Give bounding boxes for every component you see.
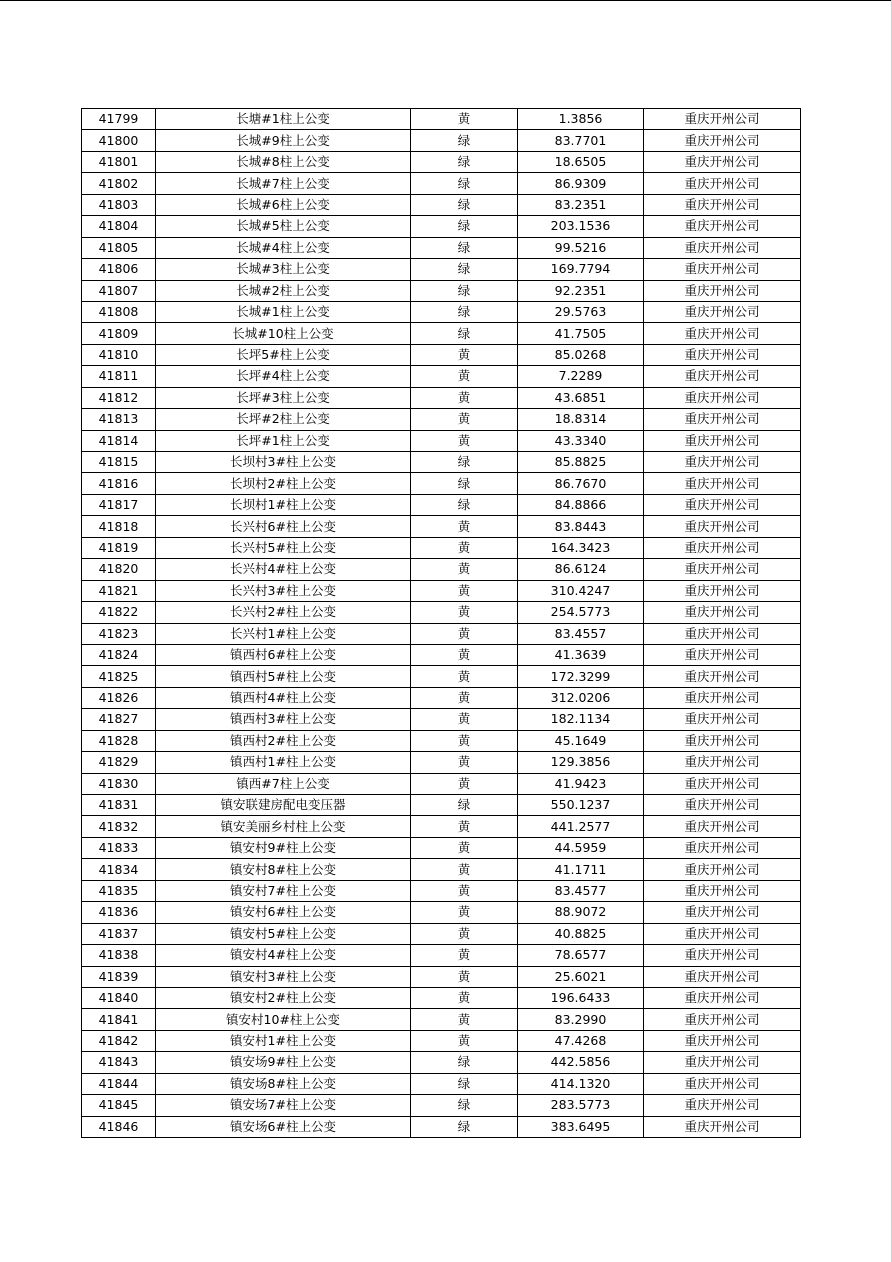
table-row xyxy=(82,709,801,730)
value-cell: 83.2351 xyxy=(518,194,644,215)
transformer-name-cell: 长城#5柱上公变 xyxy=(156,216,411,237)
company-cell: 重庆开州公司 xyxy=(644,151,801,172)
transformer-name-cell: 镇安场8#柱上公变 xyxy=(156,1073,411,1094)
value-cell: 44.5959 xyxy=(518,837,644,858)
transformer-name-cell: 长塘#1柱上公变 xyxy=(156,109,411,130)
table-row xyxy=(82,452,801,473)
value-cell: 25.6021 xyxy=(518,966,644,987)
value-cell: 18.6505 xyxy=(518,151,644,172)
status-color-cell: 黄 xyxy=(411,516,518,537)
row-id-cell: 41820 xyxy=(82,559,156,580)
status-color-cell: 黄 xyxy=(411,602,518,623)
page-top-border xyxy=(0,0,892,1)
value-cell: 172.3299 xyxy=(518,666,644,687)
row-id-cell: 41846 xyxy=(82,1116,156,1137)
status-color-cell: 绿 xyxy=(411,301,518,322)
status-color-cell: 绿 xyxy=(411,259,518,280)
row-id-cell: 41800 xyxy=(82,130,156,151)
transformer-name-cell: 长兴村6#柱上公变 xyxy=(156,516,411,537)
status-color-cell: 绿 xyxy=(411,194,518,215)
row-id-cell: 41843 xyxy=(82,1052,156,1073)
value-cell: 182.1134 xyxy=(518,709,644,730)
transformer-name-cell: 长城#7柱上公变 xyxy=(156,173,411,194)
status-color-cell: 黄 xyxy=(411,923,518,944)
value-cell: 196.6433 xyxy=(518,987,644,1008)
value-cell: 86.6124 xyxy=(518,559,644,580)
table-body xyxy=(82,109,801,1138)
table-row xyxy=(82,880,801,901)
value-cell: 85.8825 xyxy=(518,452,644,473)
transformer-name-cell: 长坪#3柱上公变 xyxy=(156,387,411,408)
transformer-name-cell: 长城#4柱上公变 xyxy=(156,237,411,258)
row-id-cell: 41828 xyxy=(82,730,156,751)
value-cell: 442.5856 xyxy=(518,1052,644,1073)
company-cell: 重庆开州公司 xyxy=(644,173,801,194)
value-cell: 41.7505 xyxy=(518,323,644,344)
status-color-cell: 黄 xyxy=(411,366,518,387)
status-color-cell: 黄 xyxy=(411,344,518,365)
company-cell: 重庆开州公司 xyxy=(644,709,801,730)
table-row xyxy=(82,516,801,537)
transformer-name-cell: 镇安村9#柱上公变 xyxy=(156,837,411,858)
company-cell: 重庆开州公司 xyxy=(644,837,801,858)
transformer-name-cell: 长坝村1#柱上公变 xyxy=(156,494,411,515)
table-row xyxy=(82,194,801,215)
transformer-name-cell: 长兴村4#柱上公变 xyxy=(156,559,411,580)
transformer-name-cell: 镇西村6#柱上公变 xyxy=(156,644,411,665)
table-row xyxy=(82,344,801,365)
row-id-cell: 41814 xyxy=(82,430,156,451)
table-row xyxy=(82,773,801,794)
value-cell: 83.7701 xyxy=(518,130,644,151)
table-row xyxy=(82,130,801,151)
status-color-cell: 黄 xyxy=(411,430,518,451)
table-row xyxy=(82,752,801,773)
company-cell: 重庆开州公司 xyxy=(644,602,801,623)
company-cell: 重庆开州公司 xyxy=(644,109,801,130)
row-id-cell: 41845 xyxy=(82,1095,156,1116)
row-id-cell: 41839 xyxy=(82,966,156,987)
value-cell: 441.2577 xyxy=(518,816,644,837)
table-row xyxy=(82,987,801,1008)
table-row xyxy=(82,237,801,258)
status-color-cell: 绿 xyxy=(411,1116,518,1137)
row-id-cell: 41821 xyxy=(82,580,156,601)
table-row xyxy=(82,837,801,858)
status-color-cell: 绿 xyxy=(411,173,518,194)
company-cell: 重庆开州公司 xyxy=(644,366,801,387)
row-id-cell: 41822 xyxy=(82,602,156,623)
value-cell: 312.0206 xyxy=(518,687,644,708)
table-row xyxy=(82,301,801,322)
row-id-cell: 41826 xyxy=(82,687,156,708)
status-color-cell: 黄 xyxy=(411,537,518,558)
status-color-cell: 黄 xyxy=(411,644,518,665)
table-row xyxy=(82,1116,801,1137)
status-color-cell: 绿 xyxy=(411,1052,518,1073)
company-cell: 重庆开州公司 xyxy=(644,773,801,794)
table-row xyxy=(82,473,801,494)
row-id-cell: 41827 xyxy=(82,709,156,730)
row-id-cell: 41829 xyxy=(82,752,156,773)
company-cell: 重庆开州公司 xyxy=(644,301,801,322)
table-row xyxy=(82,730,801,751)
status-color-cell: 绿 xyxy=(411,494,518,515)
status-color-cell: 黄 xyxy=(411,752,518,773)
row-id-cell: 41802 xyxy=(82,173,156,194)
row-id-cell: 41819 xyxy=(82,537,156,558)
value-cell: 169.7794 xyxy=(518,259,644,280)
value-cell: 18.8314 xyxy=(518,409,644,430)
status-color-cell: 黄 xyxy=(411,773,518,794)
company-cell: 重庆开州公司 xyxy=(644,537,801,558)
company-cell: 重庆开州公司 xyxy=(644,194,801,215)
company-cell: 重庆开州公司 xyxy=(644,945,801,966)
row-id-cell: 41811 xyxy=(82,366,156,387)
status-color-cell: 黄 xyxy=(411,902,518,923)
value-cell: 550.1237 xyxy=(518,795,644,816)
status-color-cell: 绿 xyxy=(411,237,518,258)
row-id-cell: 41838 xyxy=(82,945,156,966)
transformer-name-cell: 长坪#1柱上公变 xyxy=(156,430,411,451)
transformer-name-cell: 长兴村5#柱上公变 xyxy=(156,537,411,558)
row-id-cell: 41803 xyxy=(82,194,156,215)
row-id-cell: 41817 xyxy=(82,494,156,515)
value-cell: 41.1711 xyxy=(518,859,644,880)
status-color-cell: 黄 xyxy=(411,409,518,430)
company-cell: 重庆开州公司 xyxy=(644,987,801,1008)
table-row xyxy=(82,644,801,665)
row-id-cell: 41812 xyxy=(82,387,156,408)
status-color-cell: 黄 xyxy=(411,1030,518,1051)
table-row xyxy=(82,923,801,944)
row-id-cell: 41809 xyxy=(82,323,156,344)
table-row xyxy=(82,173,801,194)
company-cell: 重庆开州公司 xyxy=(644,880,801,901)
table-row xyxy=(82,687,801,708)
table-row xyxy=(82,859,801,880)
transformer-name-cell: 镇西村4#柱上公变 xyxy=(156,687,411,708)
row-id-cell: 41801 xyxy=(82,151,156,172)
company-cell: 重庆开州公司 xyxy=(644,902,801,923)
value-cell: 41.3639 xyxy=(518,644,644,665)
value-cell: 88.9072 xyxy=(518,902,644,923)
value-cell: 7.2289 xyxy=(518,366,644,387)
status-color-cell: 绿 xyxy=(411,280,518,301)
row-id-cell: 41844 xyxy=(82,1073,156,1094)
company-cell: 重庆开州公司 xyxy=(644,966,801,987)
transformer-name-cell: 长城#9柱上公变 xyxy=(156,130,411,151)
row-id-cell: 41824 xyxy=(82,644,156,665)
transformer-name-cell: 镇安村7#柱上公变 xyxy=(156,880,411,901)
status-color-cell: 绿 xyxy=(411,452,518,473)
row-id-cell: 41834 xyxy=(82,859,156,880)
company-cell: 重庆开州公司 xyxy=(644,1095,801,1116)
transformer-name-cell: 长坪#2柱上公变 xyxy=(156,409,411,430)
row-id-cell: 41836 xyxy=(82,902,156,923)
row-id-cell: 41833 xyxy=(82,837,156,858)
value-cell: 83.4557 xyxy=(518,623,644,644)
status-color-cell: 绿 xyxy=(411,1073,518,1094)
transformer-name-cell: 镇西#7柱上公变 xyxy=(156,773,411,794)
company-cell: 重庆开州公司 xyxy=(644,323,801,344)
table-row xyxy=(82,602,801,623)
table-row xyxy=(82,1030,801,1051)
company-cell: 重庆开州公司 xyxy=(644,859,801,880)
company-cell: 重庆开州公司 xyxy=(644,1073,801,1094)
value-cell: 83.8443 xyxy=(518,516,644,537)
company-cell: 重庆开州公司 xyxy=(644,923,801,944)
value-cell: 84.8866 xyxy=(518,494,644,515)
transformer-name-cell: 长兴村1#柱上公变 xyxy=(156,623,411,644)
status-color-cell: 黄 xyxy=(411,559,518,580)
status-color-cell: 黄 xyxy=(411,709,518,730)
value-cell: 86.9309 xyxy=(518,173,644,194)
table-row xyxy=(82,902,801,923)
value-cell: 310.4247 xyxy=(518,580,644,601)
table-row xyxy=(82,1095,801,1116)
row-id-cell: 41804 xyxy=(82,216,156,237)
transformer-name-cell: 镇安村6#柱上公变 xyxy=(156,902,411,923)
company-cell: 重庆开州公司 xyxy=(644,494,801,515)
transformer-name-cell: 镇安村3#柱上公变 xyxy=(156,966,411,987)
value-cell: 129.3856 xyxy=(518,752,644,773)
transformer-name-cell: 镇安村1#柱上公变 xyxy=(156,1030,411,1051)
value-cell: 83.4577 xyxy=(518,880,644,901)
company-cell: 重庆开州公司 xyxy=(644,130,801,151)
company-cell: 重庆开州公司 xyxy=(644,580,801,601)
company-cell: 重庆开州公司 xyxy=(644,387,801,408)
company-cell: 重庆开州公司 xyxy=(644,430,801,451)
row-id-cell: 41830 xyxy=(82,773,156,794)
status-color-cell: 绿 xyxy=(411,323,518,344)
company-cell: 重庆开州公司 xyxy=(644,644,801,665)
value-cell: 92.2351 xyxy=(518,280,644,301)
status-color-cell: 绿 xyxy=(411,1095,518,1116)
transformer-name-cell: 长城#1柱上公变 xyxy=(156,301,411,322)
status-color-cell: 绿 xyxy=(411,216,518,237)
table-row xyxy=(82,580,801,601)
row-id-cell: 41840 xyxy=(82,987,156,1008)
value-cell: 83.2990 xyxy=(518,1009,644,1030)
transformer-name-cell: 镇西村3#柱上公变 xyxy=(156,709,411,730)
company-cell: 重庆开州公司 xyxy=(644,623,801,644)
value-cell: 99.5216 xyxy=(518,237,644,258)
value-cell: 254.5773 xyxy=(518,602,644,623)
status-color-cell: 黄 xyxy=(411,687,518,708)
table-row xyxy=(82,559,801,580)
transformer-name-cell: 镇安场6#柱上公变 xyxy=(156,1116,411,1137)
value-cell: 164.3423 xyxy=(518,537,644,558)
row-id-cell: 41807 xyxy=(82,280,156,301)
company-cell: 重庆开州公司 xyxy=(644,1052,801,1073)
status-color-cell: 黄 xyxy=(411,730,518,751)
status-color-cell: 绿 xyxy=(411,151,518,172)
transformer-name-cell: 长城#8柱上公变 xyxy=(156,151,411,172)
company-cell: 重庆开州公司 xyxy=(644,730,801,751)
transformer-name-cell: 长坪5#柱上公变 xyxy=(156,344,411,365)
company-cell: 重庆开州公司 xyxy=(644,237,801,258)
company-cell: 重庆开州公司 xyxy=(644,516,801,537)
transformer-name-cell: 长兴村3#柱上公变 xyxy=(156,580,411,601)
value-cell: 43.6851 xyxy=(518,387,644,408)
status-color-cell: 黄 xyxy=(411,1009,518,1030)
transformer-name-cell: 长城#6柱上公变 xyxy=(156,194,411,215)
status-color-cell: 黄 xyxy=(411,580,518,601)
table-row xyxy=(82,409,801,430)
value-cell: 41.9423 xyxy=(518,773,644,794)
company-cell: 重庆开州公司 xyxy=(644,559,801,580)
status-color-cell: 黄 xyxy=(411,387,518,408)
status-color-cell: 黄 xyxy=(411,666,518,687)
transformer-table xyxy=(81,108,801,1138)
company-cell: 重庆开州公司 xyxy=(644,216,801,237)
table-row xyxy=(82,795,801,816)
status-color-cell: 黄 xyxy=(411,109,518,130)
company-cell: 重庆开州公司 xyxy=(644,752,801,773)
table-row xyxy=(82,430,801,451)
transformer-name-cell: 镇安村10#柱上公变 xyxy=(156,1009,411,1030)
table-row xyxy=(82,259,801,280)
company-cell: 重庆开州公司 xyxy=(644,344,801,365)
company-cell: 重庆开州公司 xyxy=(644,452,801,473)
row-id-cell: 41813 xyxy=(82,409,156,430)
company-cell: 重庆开州公司 xyxy=(644,1009,801,1030)
table-row xyxy=(82,1073,801,1094)
row-id-cell: 41837 xyxy=(82,923,156,944)
transformer-name-cell: 长城#3柱上公变 xyxy=(156,259,411,280)
row-id-cell: 41841 xyxy=(82,1009,156,1030)
company-cell: 重庆开州公司 xyxy=(644,687,801,708)
value-cell: 414.1320 xyxy=(518,1073,644,1094)
value-cell: 29.5763 xyxy=(518,301,644,322)
value-cell: 85.0268 xyxy=(518,344,644,365)
transformer-name-cell: 镇安村8#柱上公变 xyxy=(156,859,411,880)
table-row xyxy=(82,387,801,408)
value-cell: 1.3856 xyxy=(518,109,644,130)
status-color-cell: 黄 xyxy=(411,859,518,880)
row-id-cell: 41823 xyxy=(82,623,156,644)
table-row xyxy=(82,623,801,644)
status-color-cell: 绿 xyxy=(411,130,518,151)
transformer-name-cell: 镇安村2#柱上公变 xyxy=(156,987,411,1008)
status-color-cell: 黄 xyxy=(411,880,518,901)
company-cell: 重庆开州公司 xyxy=(644,259,801,280)
table-row xyxy=(82,945,801,966)
row-id-cell: 41825 xyxy=(82,666,156,687)
status-color-cell: 绿 xyxy=(411,795,518,816)
table-row xyxy=(82,151,801,172)
company-cell: 重庆开州公司 xyxy=(644,795,801,816)
row-id-cell: 41815 xyxy=(82,452,156,473)
status-color-cell: 绿 xyxy=(411,473,518,494)
table-row xyxy=(82,816,801,837)
row-id-cell: 41831 xyxy=(82,795,156,816)
row-id-cell: 41808 xyxy=(82,301,156,322)
row-id-cell: 41835 xyxy=(82,880,156,901)
transformer-name-cell: 镇西村1#柱上公变 xyxy=(156,752,411,773)
company-cell: 重庆开州公司 xyxy=(644,1030,801,1051)
company-cell: 重庆开州公司 xyxy=(644,409,801,430)
transformer-name-cell: 长城#10柱上公变 xyxy=(156,323,411,344)
status-color-cell: 黄 xyxy=(411,945,518,966)
table-row xyxy=(82,216,801,237)
transformer-name-cell: 镇西村5#柱上公变 xyxy=(156,666,411,687)
table-row xyxy=(82,109,801,130)
value-cell: 203.1536 xyxy=(518,216,644,237)
company-cell: 重庆开州公司 xyxy=(644,816,801,837)
value-cell: 283.5773 xyxy=(518,1095,644,1116)
transformer-name-cell: 镇安场9#柱上公变 xyxy=(156,1052,411,1073)
status-color-cell: 黄 xyxy=(411,966,518,987)
row-id-cell: 41799 xyxy=(82,109,156,130)
table-row xyxy=(82,280,801,301)
value-cell: 45.1649 xyxy=(518,730,644,751)
row-id-cell: 41805 xyxy=(82,237,156,258)
transformer-name-cell: 长兴村2#柱上公变 xyxy=(156,602,411,623)
transformer-name-cell: 镇安村5#柱上公变 xyxy=(156,923,411,944)
transformer-name-cell: 镇安场7#柱上公变 xyxy=(156,1095,411,1116)
value-cell: 78.6577 xyxy=(518,945,644,966)
transformer-name-cell: 镇安村4#柱上公变 xyxy=(156,945,411,966)
value-cell: 383.6495 xyxy=(518,1116,644,1137)
value-cell: 40.8825 xyxy=(518,923,644,944)
table-row xyxy=(82,1009,801,1030)
table-row xyxy=(82,1052,801,1073)
row-id-cell: 41832 xyxy=(82,816,156,837)
status-color-cell: 黄 xyxy=(411,623,518,644)
transformer-name-cell: 镇安美丽乡村柱上公变 xyxy=(156,816,411,837)
transformer-name-cell: 长坝村3#柱上公变 xyxy=(156,452,411,473)
transformer-name-cell: 长坝村2#柱上公变 xyxy=(156,473,411,494)
transformer-name-cell: 镇西村2#柱上公变 xyxy=(156,730,411,751)
value-cell: 47.4268 xyxy=(518,1030,644,1051)
company-cell: 重庆开州公司 xyxy=(644,1116,801,1137)
status-color-cell: 黄 xyxy=(411,837,518,858)
company-cell: 重庆开州公司 xyxy=(644,666,801,687)
table-row xyxy=(82,494,801,515)
transformer-name-cell: 长城#2柱上公变 xyxy=(156,280,411,301)
transformer-name-cell: 镇安联建房配电变压器 xyxy=(156,795,411,816)
table-row xyxy=(82,966,801,987)
table-row xyxy=(82,537,801,558)
value-cell: 86.7670 xyxy=(518,473,644,494)
company-cell: 重庆开州公司 xyxy=(644,280,801,301)
status-color-cell: 黄 xyxy=(411,816,518,837)
row-id-cell: 41806 xyxy=(82,259,156,280)
value-cell: 43.3340 xyxy=(518,430,644,451)
table-row xyxy=(82,666,801,687)
status-color-cell: 黄 xyxy=(411,987,518,1008)
row-id-cell: 41818 xyxy=(82,516,156,537)
table-row xyxy=(82,366,801,387)
row-id-cell: 41842 xyxy=(82,1030,156,1051)
table-row xyxy=(82,323,801,344)
transformer-name-cell: 长坪#4柱上公变 xyxy=(156,366,411,387)
company-cell: 重庆开州公司 xyxy=(644,473,801,494)
row-id-cell: 41810 xyxy=(82,344,156,365)
row-id-cell: 41816 xyxy=(82,473,156,494)
